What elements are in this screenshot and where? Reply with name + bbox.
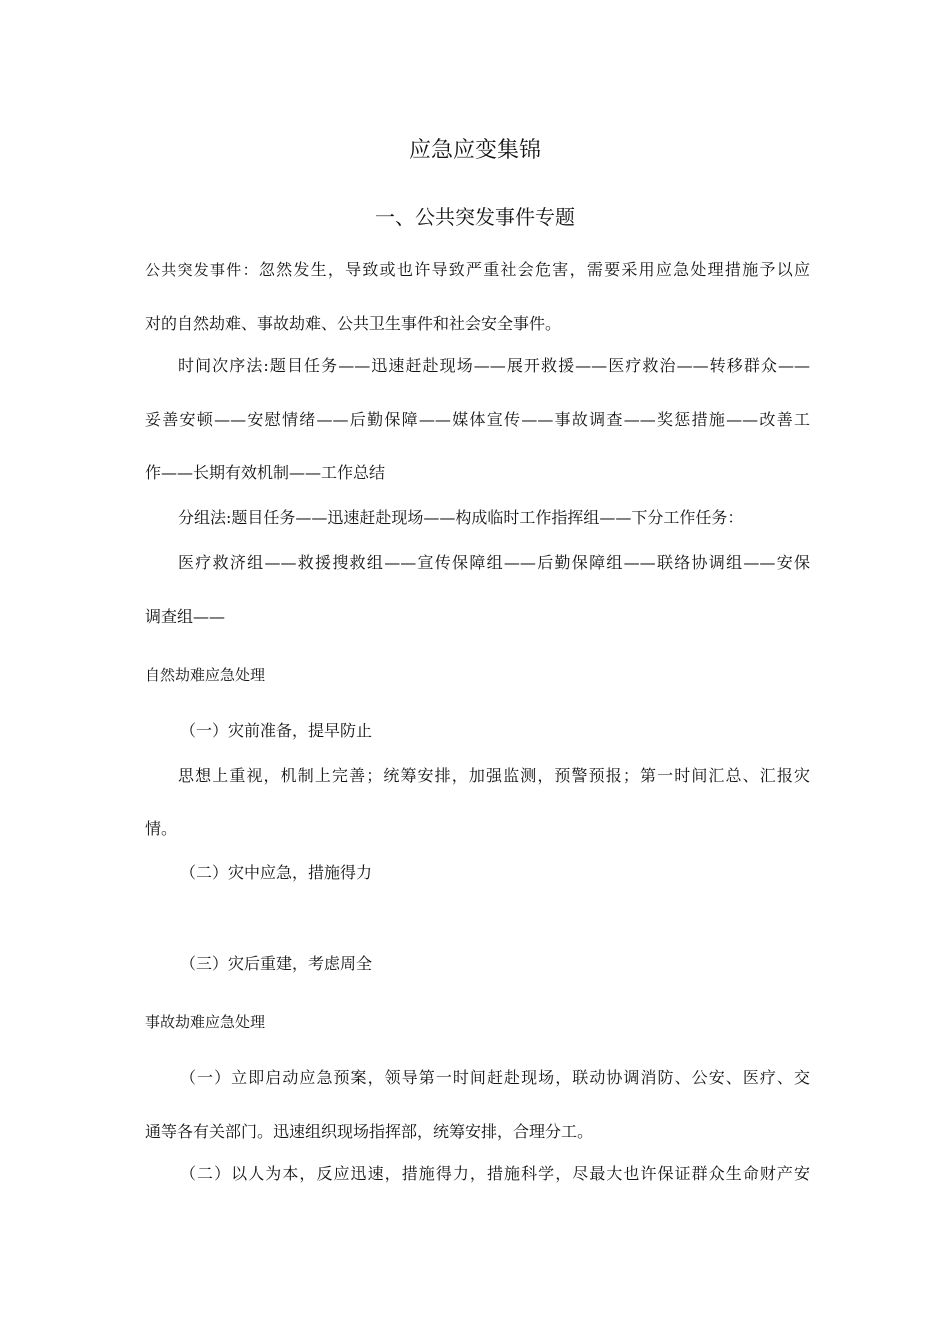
- document-title: 应急应变集锦: [408, 138, 541, 163]
- group-method-line-3: 调查组——: [145, 607, 226, 626]
- section-title: 一、公共突发事件专题: [375, 205, 575, 229]
- accident-step-1-line-1: （一）立即启动应急预案，领导第一时间赶赴现场，联动协调消防、公安、医疗、交: [180, 1068, 810, 1087]
- natural-disaster-heading: 自然劫难应急处理: [145, 666, 266, 684]
- time-order-line-1: 时间次序法:题目任务——迅速赶赴现场——展开救援——医疗救治——转移群众——: [178, 356, 810, 375]
- group-method-line-2: 医疗救济组——救援搜救组——宣传保障组——后勤保障组——联络协调组——安保: [178, 553, 810, 572]
- natural-step-1: （一）灾前准备，提早防止: [180, 721, 373, 740]
- natural-step-1-body-1: 思想上重视，机制上完善；统筹安排，加强监测，预警预报；第一时间汇总、汇报灾: [178, 766, 810, 785]
- time-order-line-3: 作——长期有效机制——工作总结: [145, 463, 386, 482]
- time-order-line-2: 妥善安顿——安慰情绪——后勤保障——媒体宣传——事故调查——奖惩措施——改善工: [145, 410, 810, 429]
- definition-term: 公共突发事件：: [145, 261, 259, 279]
- group-method-line-1: 分组法:题目任务——迅速赶赴现场——构成临时工作指挥组——下分工作任务：: [178, 508, 744, 527]
- accident-disaster-heading: 事故劫难应急处理: [145, 1013, 266, 1031]
- accident-step-2-line-1: （二）以人为本，反应迅速，措施得力，措施科学，尽最大也许保证群众生命财产安: [180, 1164, 810, 1183]
- natural-step-1-body-2: 情。: [145, 819, 178, 838]
- accident-step-1-line-2: 通等各有关部门。迅速组织现场指挥部，统筹安排，合理分工。: [145, 1122, 594, 1141]
- natural-step-3: （三）灾后重建，考虑周全: [180, 954, 373, 973]
- definition-line-1: [145, 259, 810, 281]
- definition-line-2: 对的自然劫难、事故劫难、公共卫生事件和社会安全事件。: [145, 314, 562, 333]
- natural-step-2: （二）灾中应急，措施得力: [180, 863, 373, 882]
- definition-text: 忽然发生，导致或也许导致严重社会危害，需要采用应急处理措施予以应: [258, 260, 810, 279]
